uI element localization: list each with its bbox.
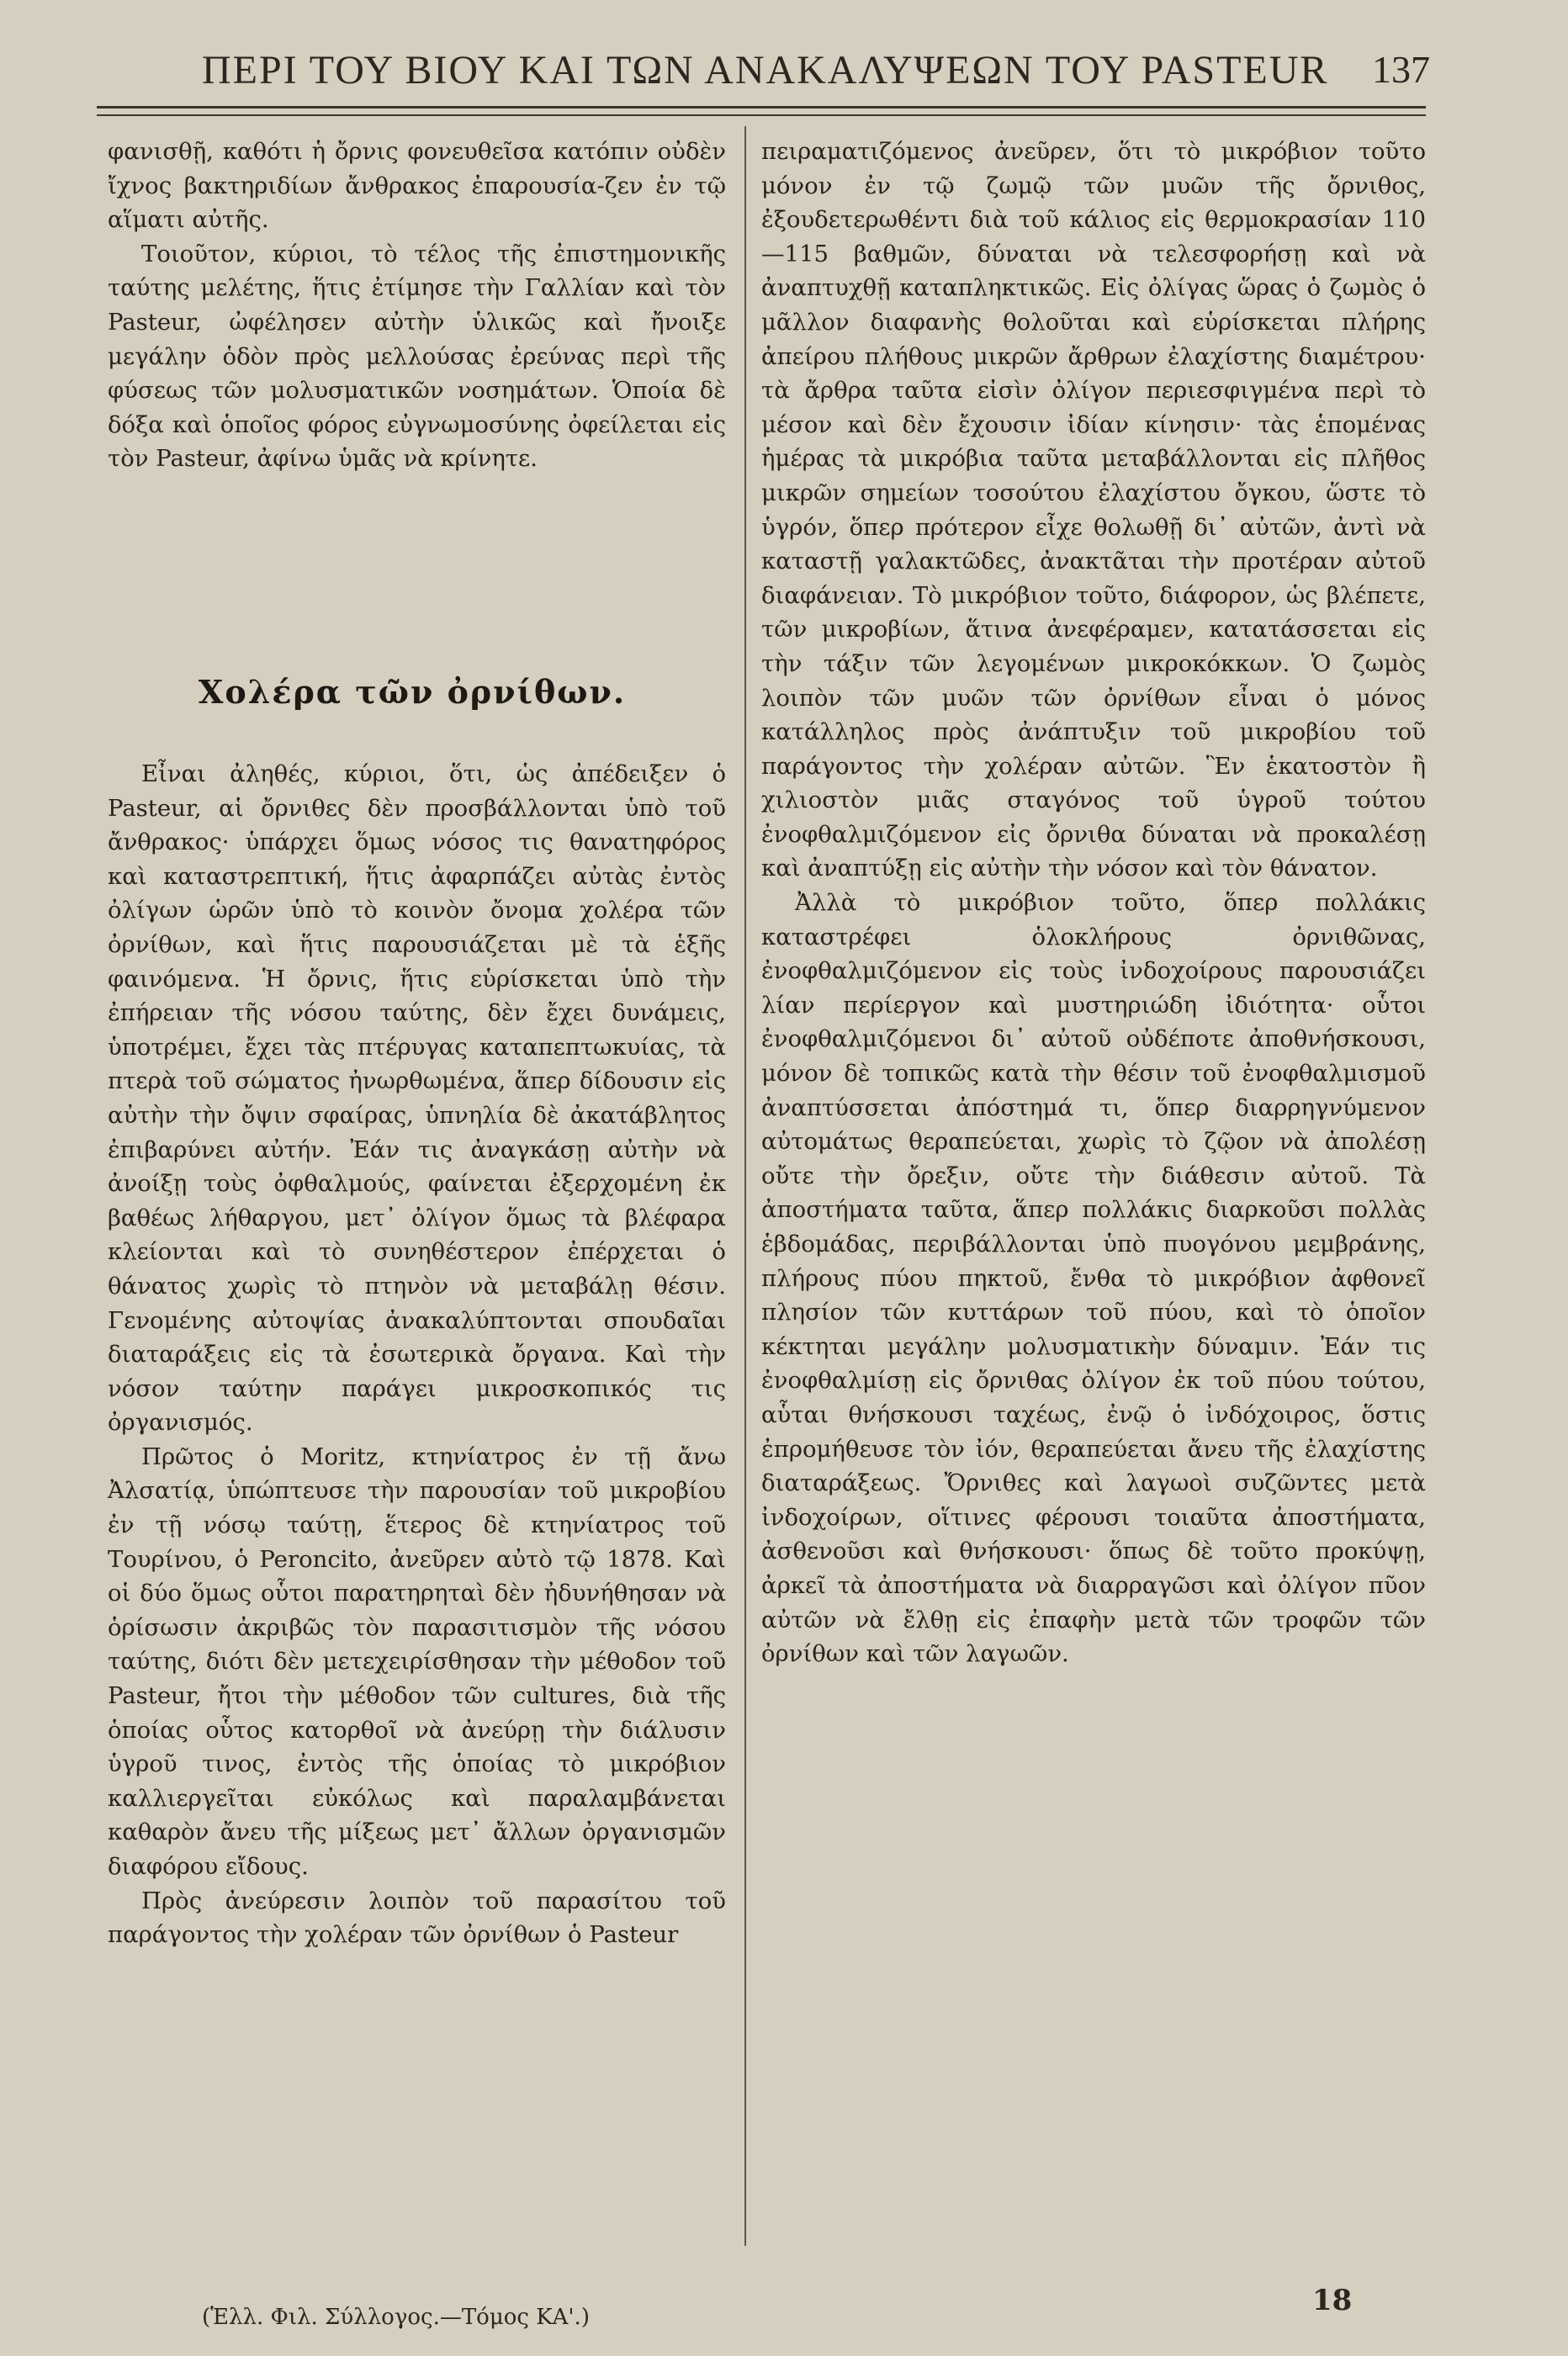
signature-mark: 18 xyxy=(1312,2284,1353,2317)
footer-source-note: (Ἑλλ. Φιλ. Σύλλογος.—Τόμος ΚΑ'.) xyxy=(202,2305,590,2330)
left-paragraph: φανισθῇ, καθότι ἡ ὄρνις φονευθεῖσα κατόπιν οὐδὲν ἴχνος βακτηριδίων ἄνθρακος ἐπαρουσία-ζεν ἐν τῷ αἵματι αὐτῆς. xyxy=(108,138,726,234)
left-paragraph: Εἶναι ἀληθές, κύριοι, ὅτι, ὡς ἀπέδειξεν ὁ Pasteur, αἱ ὄρνιθες δὲν προσβάλλονται ὑπὸ τοῦ ἄνθρακος· ὑπάρχει ὅμως νόσος τις θανατηφόρος καὶ καταστρεπτική, ἥτις ἀφαρπάζει αὐτὰς ἐντὸς ὀλίγων ὡρῶν ὑπὸ τὸ κοινὸν ὄνομα χολέρα τῶν ὀρνίθων, καὶ ἥτις παρουσιάζεται μὲ τὰ ἑξῆς φαινόμενα. Ἡ ὄρνις, ἥτις εὑρίσκεται ὑπὸ τὴν ἐπήρειαν τῆς νόσου ταύτης, δὲν ἔχει δυνάμεις, ὑποτρέμει, ἔχει τὰς πτέρυγας καταπεπτωκυίας, τὰ πτερὰ τοῦ σώματος ἠνωρθωμένα, ἅπερ δίδουσιν εἰς αὐτὴν τὴν ὄψιν σφαίρας, ὑπνηλία δὲ ἀκατάβλητος ἐπιβαρύνει αὐτήν. Ἐάν τις ἀναγκάσῃ αὐτὴν νὰ ἀνοίξῃ τοὺς ὀφθαλμούς, φαίνεται ἐξερχομένη ἐκ βαθέως λήθαργου, μετ᾽ ὀλίγον ὅμως τὰ βλέφαρα κλείονται καὶ τὸ συνηθέστερον ἐπέρχεται ὁ θάνατος χωρὶς τὸ πτηνὸν νὰ μεταβάλῃ θέσιν. Γενομένης αὐτοψίας ἀνακαλύπτονται σπουδαῖαι διαταράξεις εἰς τὰ ἐσωτερικὰ ὄργανα. Καὶ τὴν νόσον ταύτην παράγει μικροσκοπικός τις ὀργανισμός. xyxy=(108,760,726,1437)
header-rule-double xyxy=(97,114,1426,116)
right-column xyxy=(761,135,1426,1671)
right-paragraph: Ἀλλὰ τὸ μικρόβιον τοῦτο, ὅπερ πολλάκις καταστρέφει ὁλοκλήρους ὀρνιθῶνας, ἐνοφθαλμιζόμενον εἰς τοὺς ἰνδοχοίρους παρουσιάζει λίαν περίεργον καὶ μυστηριώδη ἰδιότητα· οὗτοι ἐνοφθαλμιζόμενοι δι᾽ αὐτοῦ οὐδέποτε ἀποθνήσκουσι, μόνον δὲ τοπικῶς κατὰ τὴν θέσιν τοῦ ἐνοφθαλμισμοῦ ἀναπτύσσεται ἀπόστημά τι, ὅπερ διαρρηγνύμενον αὐτομάτως θεραπεύεται, χωρὶς τὸ ζῷον νὰ ἀπολέσῃ οὔτε τὴν ὄρεξιν, οὔτε τὴν διάθεσιν αὐτοῦ. Τὰ ἀποστήματα ταῦτα, ἅπερ πολλάκις διαρκοῦσι πολλὰς ἑβδομάδας, περιβάλλονται ὑπὸ πυογόνου μεμβράνης, πλήρους πύου πηκτοῦ, ἔνθα τὸ μικρόβιον ἀφθονεῖ πλησίον τῶν κυττάρων τοῦ πύου, καὶ τὸ ὁποῖον κέκτηται μεγάλην μολυσματικὴν δύναμιν. Ἐάν τις ἐνοφθαλμίσῃ εἰς ὄρνιθας ὀλίγον ἐκ τοῦ πύου τούτου, αὗται θνήσκουσι ταχέως, ἐνῷ ὁ ἰνδόχοιρος, ὅστις ἐπρομήθευσε τὸν ἰόν, θεραπεύεται ἄνευ τῆς ἐλαχίστης διαταράξεως. Ὄρνιθες καὶ λαγωοὶ συζῶντες μετὰ ἰνδοχοίρων, οἵτινες φέρουσι τοιαῦτα ἀποστήματα, ἀσθενοῦσι καὶ θνήσκουσι· ὅπως δὲ τοῦτο προκύψῃ, ἀρκεῖ τὰ ἀποστήματα νὰ διαρραγῶσι καὶ ὀλίγον πῦον αὐτῶν νὰ ἔλθῃ εἰς ἐπαφὴν μετὰ τῶν τροφῶν τῶν ὀρνίθων καὶ τῶν λαγωῶν. xyxy=(761,889,1426,1668)
page-number: 137 xyxy=(1372,48,1430,91)
left-column-lower xyxy=(108,757,726,1952)
left-column-upper xyxy=(108,135,726,476)
header-rule xyxy=(97,106,1426,109)
page-header xyxy=(126,42,1430,109)
running-title: ΠΕΡΙ ΤΟΥ ΒΙΟΥ ΚΑΙ ΤΩΝ ΑΝΑΚΑΛΥΨΕΩΝ ΤΟΥ PASTEUR xyxy=(202,48,1329,93)
left-paragraph: Τοιοῦτον, κύριοι, τὸ τέλος τῆς ἐπιστημονικῆς ταύτης μελέτης, ἥτις ἐτίμησε τὴν Γαλλίαν καὶ τὸν Pasteur, ὠφέλησεν αὐτὴν ὑλικῶς καὶ ἤνοιξε μεγάλην ὁδὸν πρὸς μελλούσας ἐρεύνας περὶ τῆς φύσεως τῶν μολυσματικῶν νοσημάτων. Ὁποία δὲ δόξα καὶ ὁποῖος φόρος εὐγνωμοσύνης ὀφείλεται εἰς τὸν Pasteur, ἀφίνω ὑμᾶς νὰ κρίνητε. xyxy=(108,240,726,473)
left-paragraph: Πρὸς ἀνεύρεσιν λοιπὸν τοῦ παρασίτου τοῦ παράγοντος τὴν χολέραν τῶν ὀρνίθων ὁ Pasteur xyxy=(108,1887,726,1949)
right-paragraph: πειραματιζόμενος ἀνεῦρεν, ὅτι τὸ μικρόβιον τοῦτο μόνον ἐν τῷ ζωμῷ τῶν μυῶν τῆς ὄρνιθος, ἐξουδετερωθέντι διὰ τοῦ κάλιος εἰς θερμοκρασίαν 110—115 βαθμῶν, δύναται νὰ τελεσφορήσῃ καὶ νὰ ἀναπτυχθῇ καταπληκτικῶς. Εἰς ὀλίγας ὥρας ὁ ζωμὸς ὁ μᾶλλον διαφανὴς θολοῦται καὶ εὑρίσκεται πλήρης ἀπείρου πλήθους μικρῶν ἄρθρων ἐλαχίστης διαμέτρου· τὰ ἄρθρα ταῦτα εἰσὶν ὀλίγον περιεσφιγμένα περὶ τὸ μέσον καὶ δὲν ἔχουσιν ἰδίαν κίνησιν· τὰς ἑπομένας ἡμέρας τὰ μικρόβια ταῦτα μεταβάλλονται εἰς πλῆθος μικρῶν σημείων τοσούτου ἐλαχίστου ὄγκου, ὥστε τὸ ὑγρόν, ὅπερ πρότερον εἶχε θολωθῇ δι᾽ αὐτῶν, ἀντὶ νὰ καταστῇ γαλακτῶδες, ἀνακτᾶται τὴν προτέραν αὐτοῦ διαφάνειαν. Τὸ μικρόβιον τοῦτο, διάφορον, ὡς βλέπετε, τῶν μικροβίων, ἅτινα ἀνεφέραμεν, κατατάσσεται εἰς τὴν τάξιν τῶν λεγομένων μικροκόκκων. Ὁ ζωμὸς λοιπὸν τῶν μυῶν τῶν ὀρνίθων εἶναι ὁ μόνος κατάλληλος πρὸς ἀνάπτυξιν τοῦ μικροβίου τοῦ παράγοντος τὴν χολέραν αὐτῶν. Ἓν ἑκατοστὸν ἢ χιλιοστὸν μιᾶς σταγόνος τοῦ ὑγροῦ τούτου ἐνοφθαλμιζόμενον εἰς ὄρνιθα δύναται νὰ προκαλέσῃ καὶ ἀναπτύξῃ εἰς αὐτὴν τὴν νόσον καὶ τὸν θάνατον. xyxy=(761,138,1426,882)
section-heading: Χολέρα τῶν ὀρνίθων. xyxy=(198,673,627,711)
column-divider xyxy=(744,126,746,2246)
left-paragraph: Πρῶτος ὁ Moritz, κτηνίατρος ἐν τῇ ἄνω Ἀλσατίᾳ, ὑπώπτευσε τὴν παρουσίαν τοῦ μικροβίου ἐν τῇ νόσῳ ταύτῃ, ἕτερος δὲ κτηνίατρος τοῦ Τουρίνου, ὁ Peroncito, ἀνεῦρεν αὐτὸ τῷ 1878. Καὶ οἱ δύο ὅμως οὗτοι παρατηρηταὶ δὲν ἠδυνήθησαν νὰ ὁρίσωσιν ἀκριβῶς τὸν παρασιτισμὸν τῆς νόσου ταύτης, διότι δὲν μετεχειρίσθησαν τὴν μέθοδον τοῦ Pasteur, ἤτοι τὴν μέθοδον τῶν cultures, διὰ τῆς ὁποίας οὗτος κατορθοῖ νὰ ἀνεύρῃ τὴν διάλυσιν ὑγροῦ τινος, ἐντὸς τῆς ὁποίας τὸ μικρόβιον καλλιεργεῖται εὐκόλως καὶ παραλαμβάνεται καθαρὸν ἄνευ τῆς μίξεως μετ᾽ ἄλλων ὀργανισμῶν διαφόρου εἴδους. xyxy=(108,1443,726,1880)
